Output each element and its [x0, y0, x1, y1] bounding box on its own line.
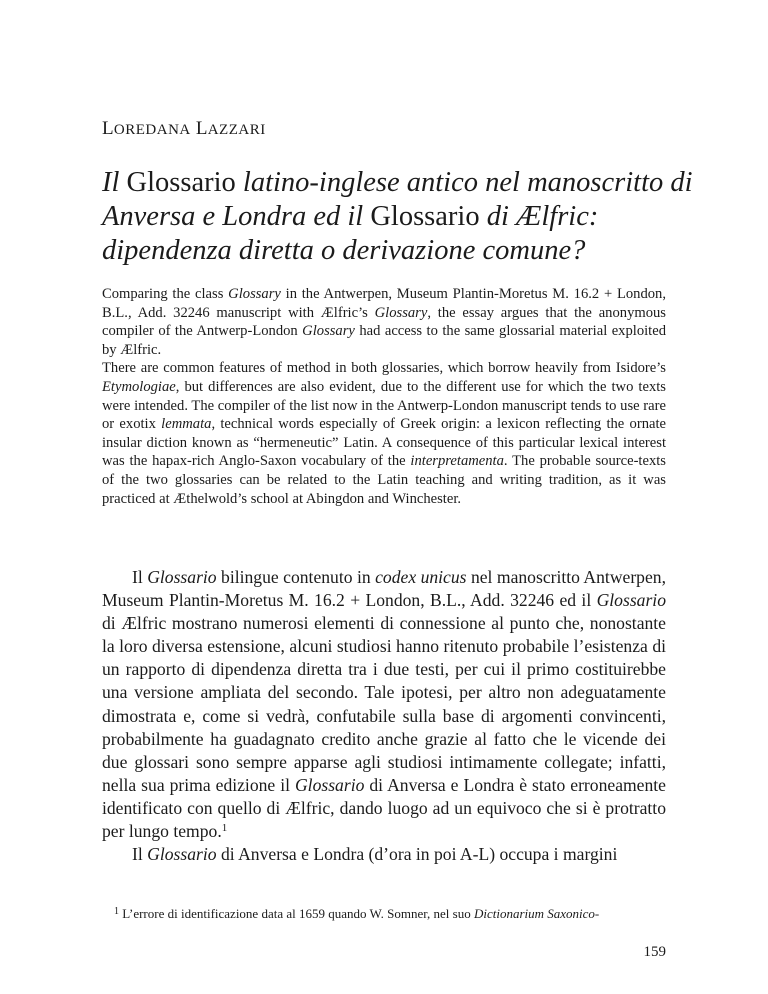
body-paragraph-1: Il Glossario bilingue contenuto in codex unicus nel manoscritto Antwerpen, Museum Plantin-Moretus M. 16.2 + London, B.L., Add. 32246 ed il Glossario di Ælfric mostrano numerosi elementi di connessione al punto che, nonostante la loro diversa estensione, alcuni studiosi hanno ritenuto probabile l’esistenza di un rapporto di dipendenza diretta tra i due testi, per cui il primo costituirebbe una versione ampliata del secondo. Tale ipotesi, per altro non adeguatamente dimostrata e, come si vedrà, confutabile sulla base di argomenti convincenti, probabilmente ha guadagnato credito anche grazie al fatto che le vicende dei due glossari sono sempre apparse agli studiosi intimamente collegate; infatti, nella sua prima edizione il Glossario di Anversa e Londra è stato erroneamente identificato con quello di Ælfric, dando luogo ad un equivoco che si è protratto per lungo tempo.$^1$: [102, 567, 666, 842]
abstract-paragraph-2: There are common features of method in both glossaries, which borrow heavily from Isidore’s Etymologiae, but differences are also evident, due to the different use for which the two texts were intended. The compiler of the list now in the Antwerp-London manuscript tends to use rare or exotix lemmata, technical words especially of Greek origin: a lexicon reflecting the ornate insular diction known as “hermeneutic” Latin. A consequence of this particular lexical interest was the hapax-rich Anglo-Saxon vocabulary of the interpretamenta. The probable source-texts of the two glossaries can be related to the Latin teaching and writing tradition, as it was practiced at Æthelwold’s school at Abingdon and Winchester.: [102, 360, 667, 507]
body-text: [102, 566, 666, 866]
footnote-mark: 1: [114, 906, 119, 917]
footnote-reference[interactable]: 1: [221, 822, 228, 835]
abstract-paragraph-1: Comparing the class Glossary in the Antwerpen, Museum Plantin-Moretus M. 16.2 + London, B.L., Add. 32246 manuscript with Ælfric’s Glossary, the essay argues that the anonymous compiler of the Antwerp-London Glossary had access to the same glossarial material exploited by Ælfric.: [102, 286, 666, 358]
page-number: 159: [643, 944, 666, 960]
article-title: Il Glossario latino-inglese antico nel manoscritto di Anversa e Londra ed il Glossario di Ælfric: dipendenza diretta o derivazione comune?: [102, 167, 693, 266]
footnote: $^1$ L’errore di identificazione data al 1659 quando W. Somner, nel suo Dictionarium Saxonico-: [114, 906, 600, 921]
author-name: LOREDANA LAZZARI: [102, 118, 266, 139]
abstract: [102, 285, 666, 508]
body-paragraph-2: Il Glossario di Anversa e Londra (d’ora in poi A-L) occupa i margini: [132, 844, 618, 865]
